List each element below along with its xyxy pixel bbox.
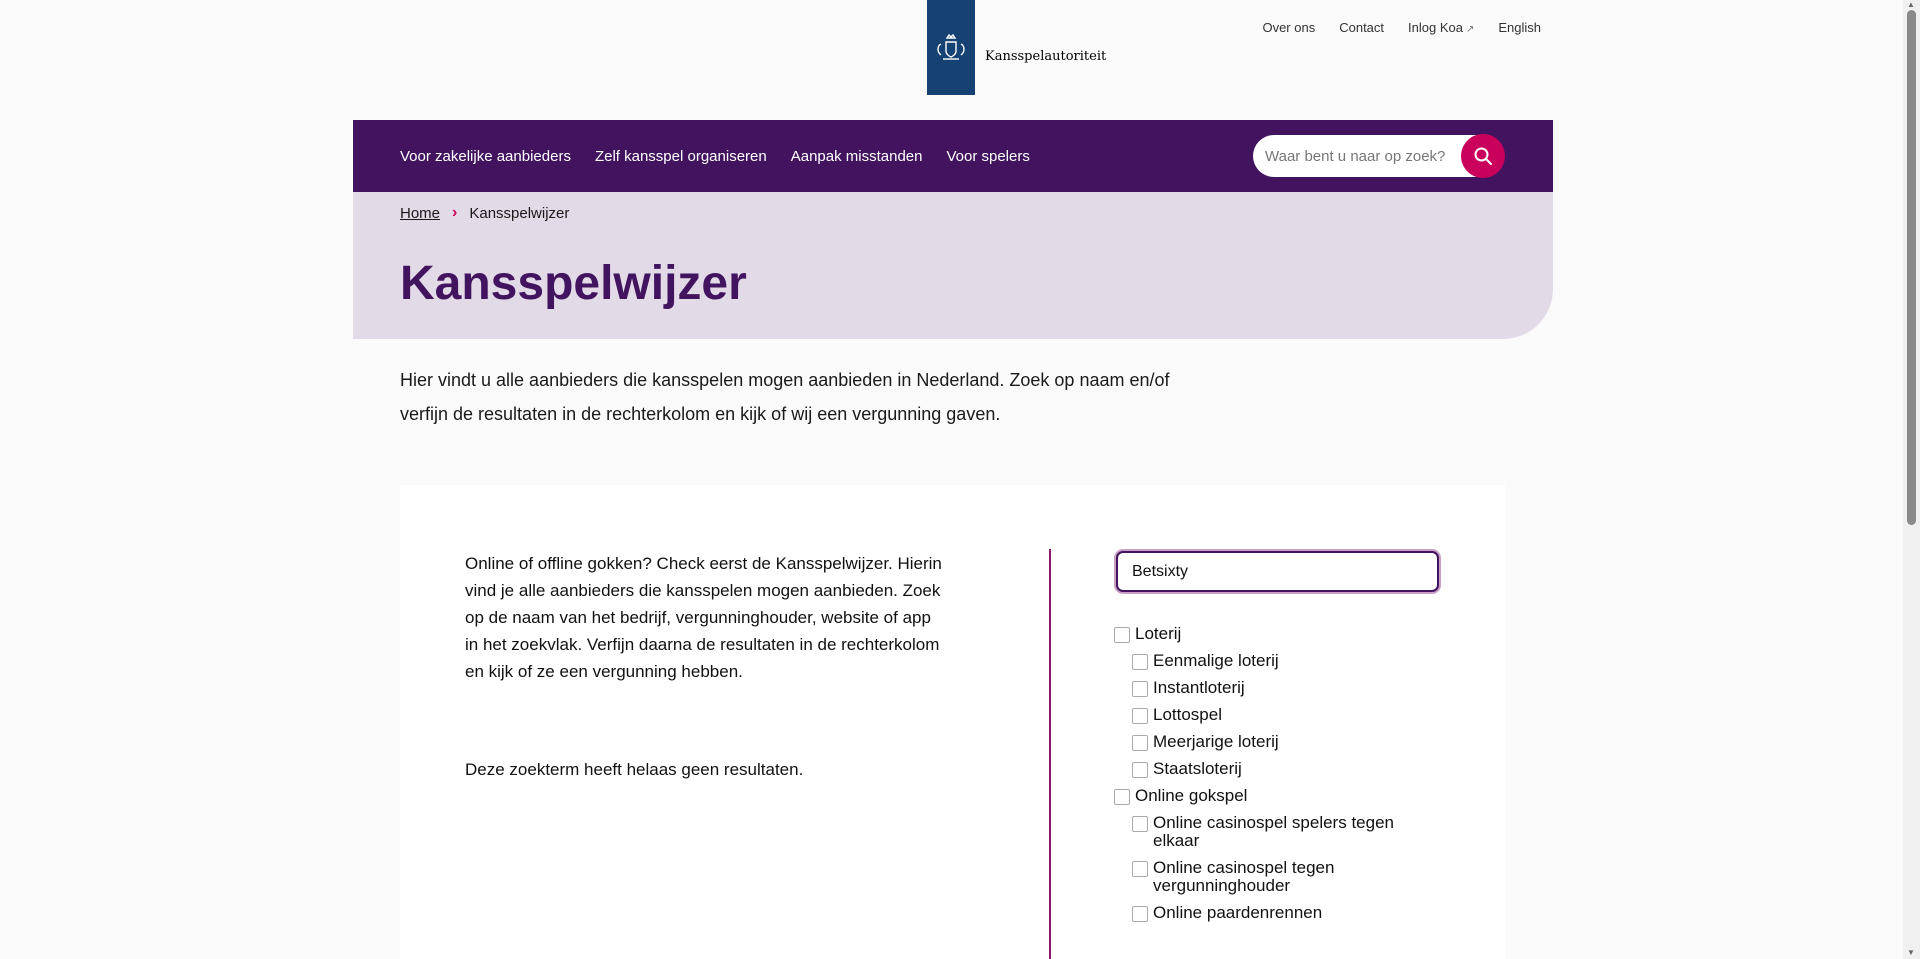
filter-label: Online casinospel spelers tegen elkaar xyxy=(1153,813,1394,850)
site-search-input[interactable] xyxy=(1253,135,1483,177)
filter-meerjarige-loterij[interactable] xyxy=(1114,733,1444,751)
checkbox[interactable] xyxy=(1132,708,1148,724)
card-description: Online of offline gokken? Check eerst de Kansspelwijzer. Hierin vind je alle aanbieders die kansspelen mogen aanbieden. Zoek op de naam van het bedrijf, vergunninghouder, website of app in het zoekvlak. Verfijn daarna de resultaten in de rechterkolom en kijk of ze een vergunning hebben. xyxy=(465,554,942,681)
search-icon xyxy=(1473,146,1493,166)
nav-item-voor-spelers[interactable]: Voor spelers xyxy=(946,147,1030,165)
page-header xyxy=(353,192,1553,339)
checkbox[interactable] xyxy=(1132,906,1148,922)
org-name: Kansspelautoriteit xyxy=(985,49,1107,64)
top-links xyxy=(1262,20,1541,35)
provider-search-input[interactable] xyxy=(1116,551,1439,592)
breadcrumb-home[interactable]: Home xyxy=(400,204,441,222)
filter-label: Eenmalige loterij xyxy=(1153,651,1279,670)
breadcrumb-current: Kansspelwijzer xyxy=(469,204,570,222)
no-results-message: Deze zoekterm heeft helaas geen resultaten. xyxy=(465,760,804,779)
scroll-up-arrow-icon[interactable]: ▲ xyxy=(1907,0,1915,9)
nav-item-zelf-kansspel[interactable]: Zelf kansspel organiseren xyxy=(594,147,767,165)
coat-of-arms-icon xyxy=(931,28,971,68)
filter-staatsloterij[interactable] xyxy=(1114,760,1444,778)
top-link-english[interactable]: English xyxy=(1498,20,1541,35)
site-search-button[interactable] xyxy=(1461,134,1505,178)
filter-instantloterij[interactable] xyxy=(1114,679,1444,697)
top-link-inlog-koa[interactable] xyxy=(1408,20,1474,35)
filter-label: Staatsloterij xyxy=(1153,759,1242,778)
filter-lottospel[interactable] xyxy=(1114,706,1444,724)
filter-label: Instantloterij xyxy=(1153,678,1245,697)
filter-label: Lottospel xyxy=(1153,705,1222,724)
filter-loterij[interactable] xyxy=(1114,625,1444,643)
scrollbar-thumb[interactable] xyxy=(1907,10,1916,525)
page-title: Kansspelwijzer xyxy=(400,257,747,310)
top-link-contact[interactable]: Contact xyxy=(1339,20,1385,35)
checkbox[interactable] xyxy=(1114,789,1130,805)
scroll-down-arrow-icon[interactable]: ▼ xyxy=(1907,948,1915,957)
filter-online-paardenrennen[interactable] xyxy=(1114,904,1444,922)
breadcrumb xyxy=(400,204,569,222)
top-link-inlog-koa-label: Inlog Koa xyxy=(1408,20,1463,35)
column-divider xyxy=(1049,549,1051,959)
checkbox[interactable] xyxy=(1114,627,1130,643)
page-scrollbar[interactable] xyxy=(1903,0,1920,959)
filter-label: Meerjarige loterij xyxy=(1153,732,1279,751)
kansspelwijzer-card xyxy=(400,485,1505,959)
checkbox[interactable] xyxy=(1132,762,1148,778)
filter-label: Online paardenrennen xyxy=(1153,903,1323,922)
nav-item-zakelijke-aanbieders[interactable]: Voor zakelijke aanbieders xyxy=(400,147,571,165)
filter-online-casinospel-vergunninghouder[interactable] xyxy=(1114,859,1444,895)
filter-label: Online gokspel xyxy=(1135,786,1248,805)
top-link-over-ons[interactable]: Over ons xyxy=(1262,20,1316,35)
filter-eenmalige-loterij[interactable] xyxy=(1114,652,1444,670)
site-search xyxy=(1253,134,1505,178)
filter-label: Loterij xyxy=(1135,624,1182,643)
intro-text: Hier vindt u alle aanbieders die kansspelen mogen aanbieden in Nederland. Zoek op naam en/of verfijn de resultaten in de rechterkolom en kijk of wij een vergunning gaven. xyxy=(400,370,1170,424)
checkbox[interactable] xyxy=(1132,861,1148,877)
chevron-right-icon: › xyxy=(452,204,458,221)
filter-online-gokspel[interactable] xyxy=(1114,787,1444,805)
checkbox[interactable] xyxy=(1132,681,1148,697)
main-nav xyxy=(353,120,1553,192)
checkbox[interactable] xyxy=(1132,654,1148,670)
checkbox[interactable] xyxy=(1132,735,1148,751)
filter-label: Online casinospel tegen vergunninghouder xyxy=(1153,858,1335,895)
rijksoverheid-logo[interactable] xyxy=(927,0,975,95)
external-link-icon: ↗ xyxy=(1465,24,1475,35)
nav-item-aanpak-misstanden[interactable]: Aanpak misstanden xyxy=(790,147,923,165)
filter-online-casinospel-spelers[interactable] xyxy=(1114,814,1444,850)
filter-list xyxy=(1114,625,1444,931)
checkbox[interactable] xyxy=(1132,816,1148,832)
